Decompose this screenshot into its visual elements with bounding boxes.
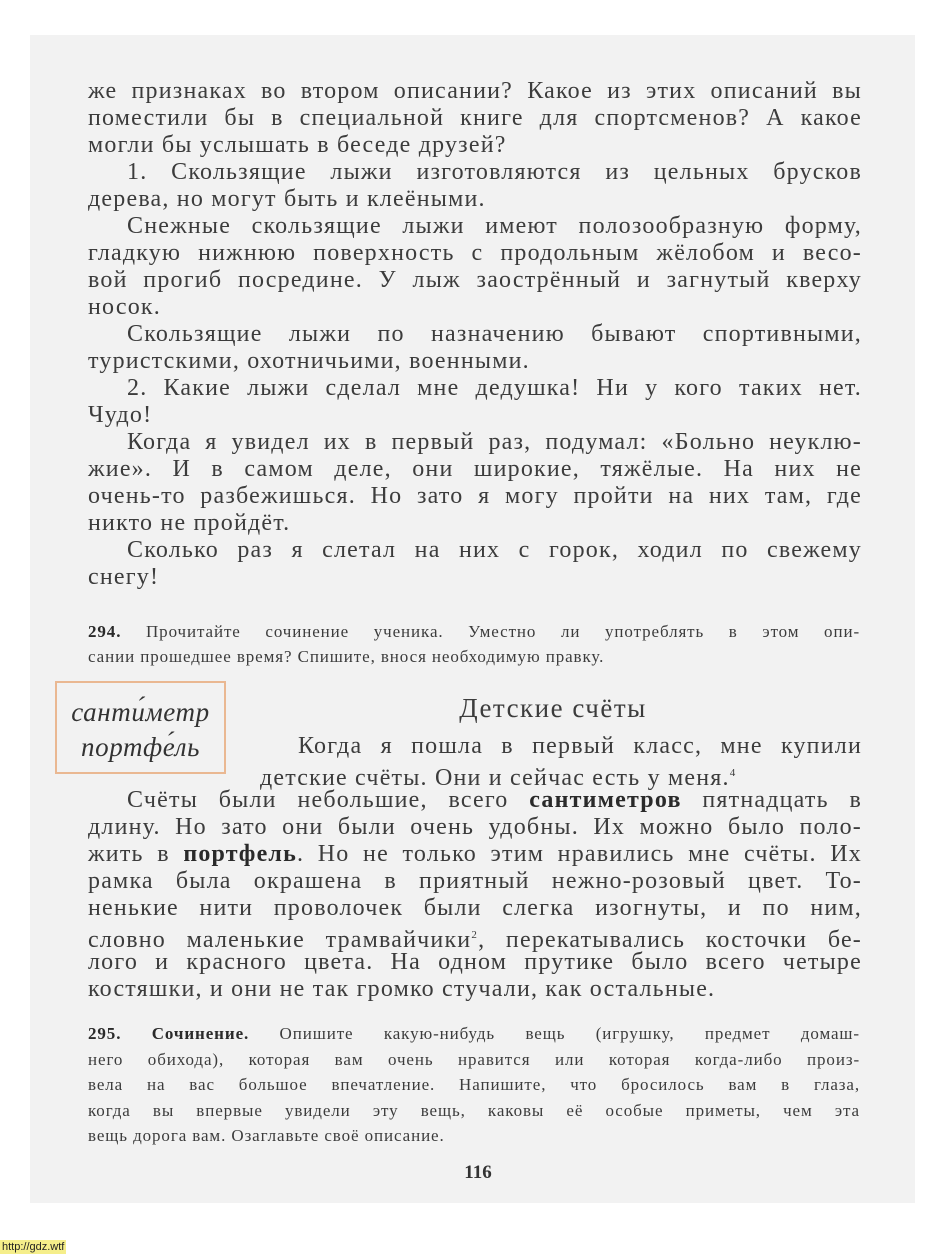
text-segment: снегу! bbox=[88, 564, 160, 590]
text-segment: детские счёты. Они и сейчас есть у меня. bbox=[260, 765, 730, 791]
text-segment: Чудо! bbox=[88, 402, 153, 428]
text-line bbox=[127, 429, 862, 456]
bold-term: 295. Сочинение. bbox=[88, 1024, 280, 1043]
essay-title: Детские счёты bbox=[459, 693, 647, 723]
text-line bbox=[88, 132, 507, 159]
page-number: 116 bbox=[464, 1162, 492, 1183]
text-segment: ненькие нити проволочек были слегка изогнуты, и по ним, bbox=[88, 895, 862, 921]
text-segment: Опишите какую-нибудь вещь (игрушку, предмет домаш- bbox=[279, 1024, 860, 1043]
text-segment: сании прошедшее время? Спишите, внося необходимую правку. bbox=[88, 647, 605, 666]
text-line bbox=[88, 922, 863, 953]
text-line bbox=[88, 294, 161, 321]
text-line bbox=[88, 105, 862, 132]
text-line bbox=[88, 564, 159, 591]
text-segment: гладкую нижнюю поверхность с продольным жёлобом и весо- bbox=[88, 240, 862, 266]
text-line bbox=[298, 733, 862, 760]
bold-term: 294. bbox=[88, 622, 146, 641]
text-segment: , перекатывались косточки бе- bbox=[478, 927, 863, 953]
text-segment: рамка была окрашена в приятный нежно-розовый цвет. То- bbox=[88, 868, 862, 894]
vocab-word: портфе́ль bbox=[81, 732, 200, 762]
text-segment: поместили бы в специальной книге для спортсменов? А какое bbox=[88, 105, 862, 131]
text-segment: Прочитайте сочинение ученика. Уместно ли употреблять в этом опи- bbox=[146, 622, 861, 641]
text-segment: Снежные скользящие лыжи имеют полозообразную форму, bbox=[127, 213, 862, 239]
text-line bbox=[88, 644, 604, 669]
vocab-word: санти́метр bbox=[71, 697, 210, 727]
bold-term: сантиметров bbox=[529, 787, 682, 813]
text-line bbox=[127, 787, 862, 814]
text-line bbox=[88, 1072, 860, 1097]
text-segment: очень-то разбежишься. Но зато я могу пройти на них там, где bbox=[88, 483, 862, 509]
text-line bbox=[88, 186, 486, 213]
text-line bbox=[127, 159, 862, 186]
text-line bbox=[88, 868, 862, 895]
text-segment: вела на вас большое впечатление. Напишите, что бросилось вам в глаза, bbox=[88, 1075, 860, 1094]
text-segment: 1. Скользящие лыжи изготовляются из цельных брусков bbox=[127, 159, 862, 185]
text-segment: Сколько раз я слетал на них с горок, ходил по свежему bbox=[127, 537, 862, 563]
text-line bbox=[88, 510, 290, 537]
text-line bbox=[127, 321, 862, 348]
watermark-link[interactable]: http://gdz.wtf bbox=[2, 1241, 65, 1253]
text-line bbox=[88, 456, 862, 483]
text-segment: вой прогиб посредине. У лыж заострённый и загнутый кверху bbox=[88, 267, 862, 293]
footnote-mark: 2 bbox=[471, 929, 479, 941]
text-segment: него обихода), которая вам очень нравится или которая когда-либо произ- bbox=[88, 1049, 860, 1069]
text-line bbox=[88, 1123, 445, 1148]
text-segment: туристскими, охотничьими, военными. bbox=[88, 348, 530, 374]
text-line bbox=[88, 402, 152, 429]
text-line bbox=[88, 895, 862, 922]
text-segment: Когда я пошла в первый класс, мне купили bbox=[298, 733, 862, 759]
text-segment: Счёты были небольшие, всего bbox=[127, 787, 530, 813]
text-segment: лого и красного цвета. На одном прутике было всего четыре bbox=[88, 949, 862, 975]
text-segment: словно маленькие трамвайчики bbox=[88, 927, 472, 953]
text-segment: длину. Но зато они были очень удобны. Их можно было поло- bbox=[88, 814, 862, 840]
text-line bbox=[88, 267, 862, 294]
text-segment: костяшки, и они не так громко стучали, как остальные. bbox=[88, 976, 716, 1002]
text-segment: же признаках во втором описании? Какое из этих описаний вы bbox=[88, 78, 862, 104]
text-segment: никто не пройдёт. bbox=[88, 510, 291, 536]
text-line bbox=[88, 348, 530, 375]
text-line bbox=[88, 1098, 860, 1123]
text-segment: жие». И в самом деле, они широкие, тяжёлые. На них не bbox=[88, 456, 862, 482]
text-line bbox=[88, 1021, 860, 1046]
text-segment: дерева, но могут быть и клеёными. bbox=[88, 186, 486, 212]
text-line bbox=[88, 78, 862, 105]
text-segment: Скользящие лыжи по назначению бывают спортивными, bbox=[127, 321, 862, 347]
text-segment: могли бы услышать в беседе друзей? bbox=[88, 132, 507, 158]
text-segment: Когда я увидел их в первый раз, подумал: «Больно неуклю- bbox=[127, 429, 862, 455]
bold-term: портфель bbox=[183, 841, 297, 867]
text-line bbox=[88, 841, 862, 868]
text-segment: вещь дорога вам. Озаглавьте своё описание. bbox=[88, 1126, 445, 1145]
text-line bbox=[127, 213, 862, 240]
text-line bbox=[88, 619, 860, 644]
text-line bbox=[88, 814, 862, 841]
text-line bbox=[88, 1047, 860, 1072]
footnote-mark: 4 bbox=[729, 767, 737, 779]
text-segment: пятнадцать в bbox=[681, 787, 863, 813]
text-line bbox=[88, 976, 715, 1003]
text-line bbox=[88, 240, 862, 267]
text-line bbox=[127, 537, 862, 564]
text-segment: носок. bbox=[88, 294, 161, 320]
text-segment: 2. Какие лыжи сделал мне дедушка! Ни у кого таких нет. bbox=[127, 375, 862, 401]
text-segment: жить в bbox=[88, 841, 184, 867]
text-line bbox=[260, 760, 737, 791]
text-segment: когда вы впервые увидели эту вещь, каковы её особые приметы, чем эта bbox=[88, 1100, 860, 1120]
text-line bbox=[88, 949, 862, 976]
text-segment: . Но не только этим нравились мне счёты. Их bbox=[297, 841, 862, 867]
vocabulary-box bbox=[55, 681, 226, 774]
text-line bbox=[88, 483, 862, 510]
text-line bbox=[127, 375, 862, 402]
